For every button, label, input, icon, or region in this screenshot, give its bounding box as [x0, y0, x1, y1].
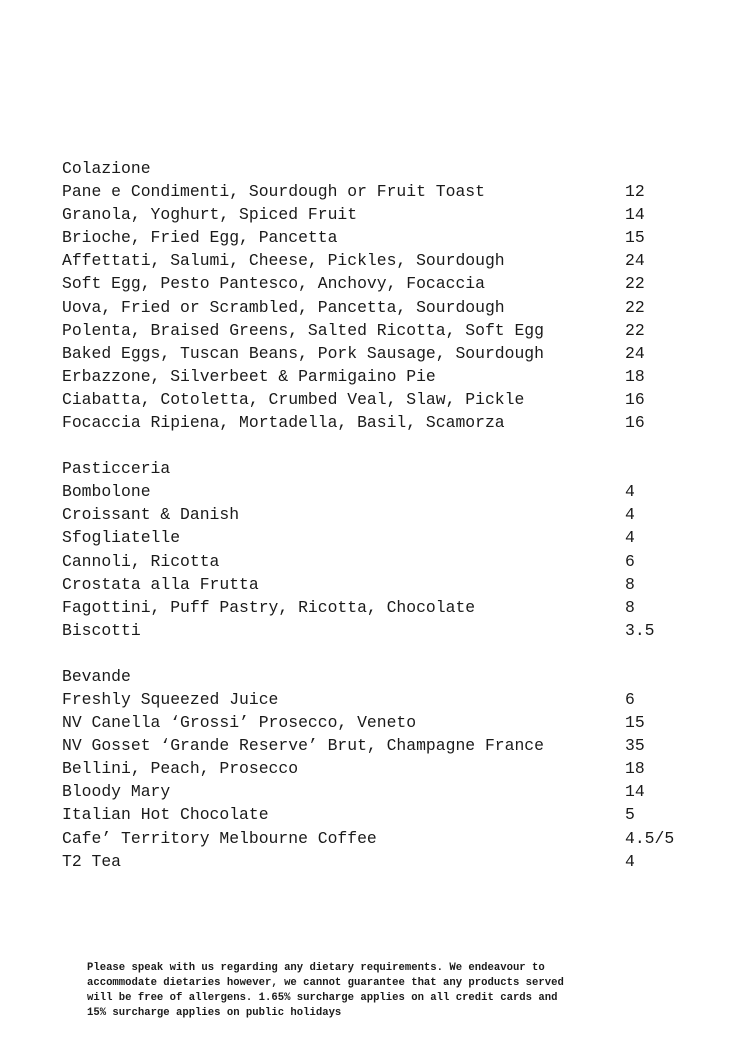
menu-section-colazione [62, 157, 692, 434]
item-name: Focaccia Ripiena, Mortadella, Basil, Scamorza [62, 413, 505, 433]
menu-item [62, 734, 692, 757]
item-name: Italian Hot Chocolate [62, 805, 269, 825]
item-name: T2 Tea [62, 851, 122, 871]
menu-item [62, 203, 692, 226]
item-price: 18 [625, 759, 645, 779]
menu-item [62, 296, 692, 319]
menu-item [62, 780, 692, 803]
menu-item [62, 850, 692, 873]
item-name: Crostata alla Frutta [62, 574, 259, 594]
menu [62, 157, 692, 896]
item-price: 4 [625, 851, 635, 871]
dietary-notice [87, 961, 677, 1021]
menu-item [62, 388, 692, 411]
item-name: Croissant & Danish [62, 505, 240, 525]
item-price: 6 [625, 689, 635, 709]
menu-item [62, 827, 692, 850]
item-price: 4 [625, 528, 635, 548]
item-name: NV Canella ‘Grossi’ Prosecco, Veneto [62, 713, 417, 733]
menu-item [62, 688, 692, 711]
item-name: Soft Egg, Pesto Pantesco, Anchovy, Focaccia [62, 274, 485, 294]
section-title: Pasticceria [62, 459, 171, 479]
item-name: Biscotti [62, 620, 141, 640]
item-price: 14 [625, 205, 645, 225]
menu-item [62, 503, 692, 526]
dietary-notice-line: accommodate dietaries however, we cannot guarantee that any products served [87, 977, 564, 989]
menu-item [62, 596, 692, 619]
menu-item [62, 319, 692, 342]
menu-item [62, 226, 692, 249]
item-price: 4.5/5 [625, 828, 675, 848]
item-name: Bombolone [62, 482, 151, 502]
menu-item [62, 342, 692, 365]
item-name: Baked Eggs, Tuscan Beans, Pork Sausage, Sourdough [62, 343, 544, 363]
menu-item [62, 480, 692, 503]
item-price: 14 [625, 782, 645, 802]
item-name: Polenta, Braised Greens, Salted Ricotta, Soft Egg [62, 320, 544, 340]
item-price: 3.5 [625, 620, 655, 640]
menu-item [62, 365, 692, 388]
item-name: Sfogliatelle [62, 528, 181, 548]
item-name: Cannoli, Ricotta [62, 551, 220, 571]
item-price: 24 [625, 251, 645, 271]
item-price: 35 [625, 736, 645, 756]
menu-section-bevande [62, 665, 692, 873]
item-price: 16 [625, 413, 645, 433]
menu-item [62, 573, 692, 596]
menu-item [62, 619, 692, 642]
section-title: Bevande [62, 666, 131, 686]
item-name: Bellini, Peach, Prosecco [62, 759, 299, 779]
menu-item [62, 803, 692, 826]
item-name: NV Gosset ‘Grande Reserve’ Brut, Champagne France [62, 736, 544, 756]
menu-section-pasticceria [62, 457, 692, 642]
item-price: 4 [625, 505, 635, 525]
item-name: Affettati, Salumi, Cheese, Pickles, Sourdough [62, 251, 505, 271]
menu-item [62, 526, 692, 549]
item-name: Pane e Condimenti, Sourdough or Fruit Toast [62, 182, 485, 202]
item-name: Fagottini, Puff Pastry, Ricotta, Chocolate [62, 597, 476, 617]
item-name: Cafe’ Territory Melbourne Coffee [62, 828, 377, 848]
item-name: Erbazzone, Silverbeet & Parmigaino Pie [62, 366, 436, 386]
menu-item [62, 272, 692, 295]
item-price: 16 [625, 389, 645, 409]
item-name: Bloody Mary [62, 782, 171, 802]
item-price: 4 [625, 482, 635, 502]
menu-item [62, 711, 692, 734]
dietary-notice-line: will be free of allergens. 1.65% surcharge applies on all credit cards and [87, 992, 558, 1004]
item-price: 8 [625, 574, 635, 594]
item-price: 5 [625, 805, 635, 825]
section-title: Colazione [62, 159, 151, 178]
menu-item [62, 249, 692, 272]
item-price: 22 [625, 297, 645, 317]
item-price: 22 [625, 274, 645, 294]
item-name: Freshly Squeezed Juice [62, 689, 279, 709]
item-price: 15 [625, 228, 645, 248]
item-price: 12 [625, 182, 645, 202]
item-name: Granola, Yoghurt, Spiced Fruit [62, 205, 358, 225]
menu-item [62, 180, 692, 203]
item-price: 22 [625, 320, 645, 340]
item-name: Brioche, Fried Egg, Pancetta [62, 228, 338, 248]
item-price: 15 [625, 713, 645, 733]
item-price: 8 [625, 597, 635, 617]
menu-item [62, 757, 692, 780]
item-name: Ciabatta, Cotoletta, Crumbed Veal, Slaw, Pickle [62, 389, 525, 409]
item-price: 24 [625, 343, 645, 363]
menu-item [62, 550, 692, 573]
item-price: 18 [625, 366, 645, 386]
dietary-notice-line: Please speak with us regarding any dietary requirements. We endeavour to [87, 962, 545, 974]
item-price: 6 [625, 551, 635, 571]
menu-item [62, 411, 692, 434]
item-name: Uova, Fried or Scrambled, Pancetta, Sourdough [62, 297, 505, 317]
dietary-notice-line: 15% surcharge applies on public holidays [87, 1007, 342, 1019]
